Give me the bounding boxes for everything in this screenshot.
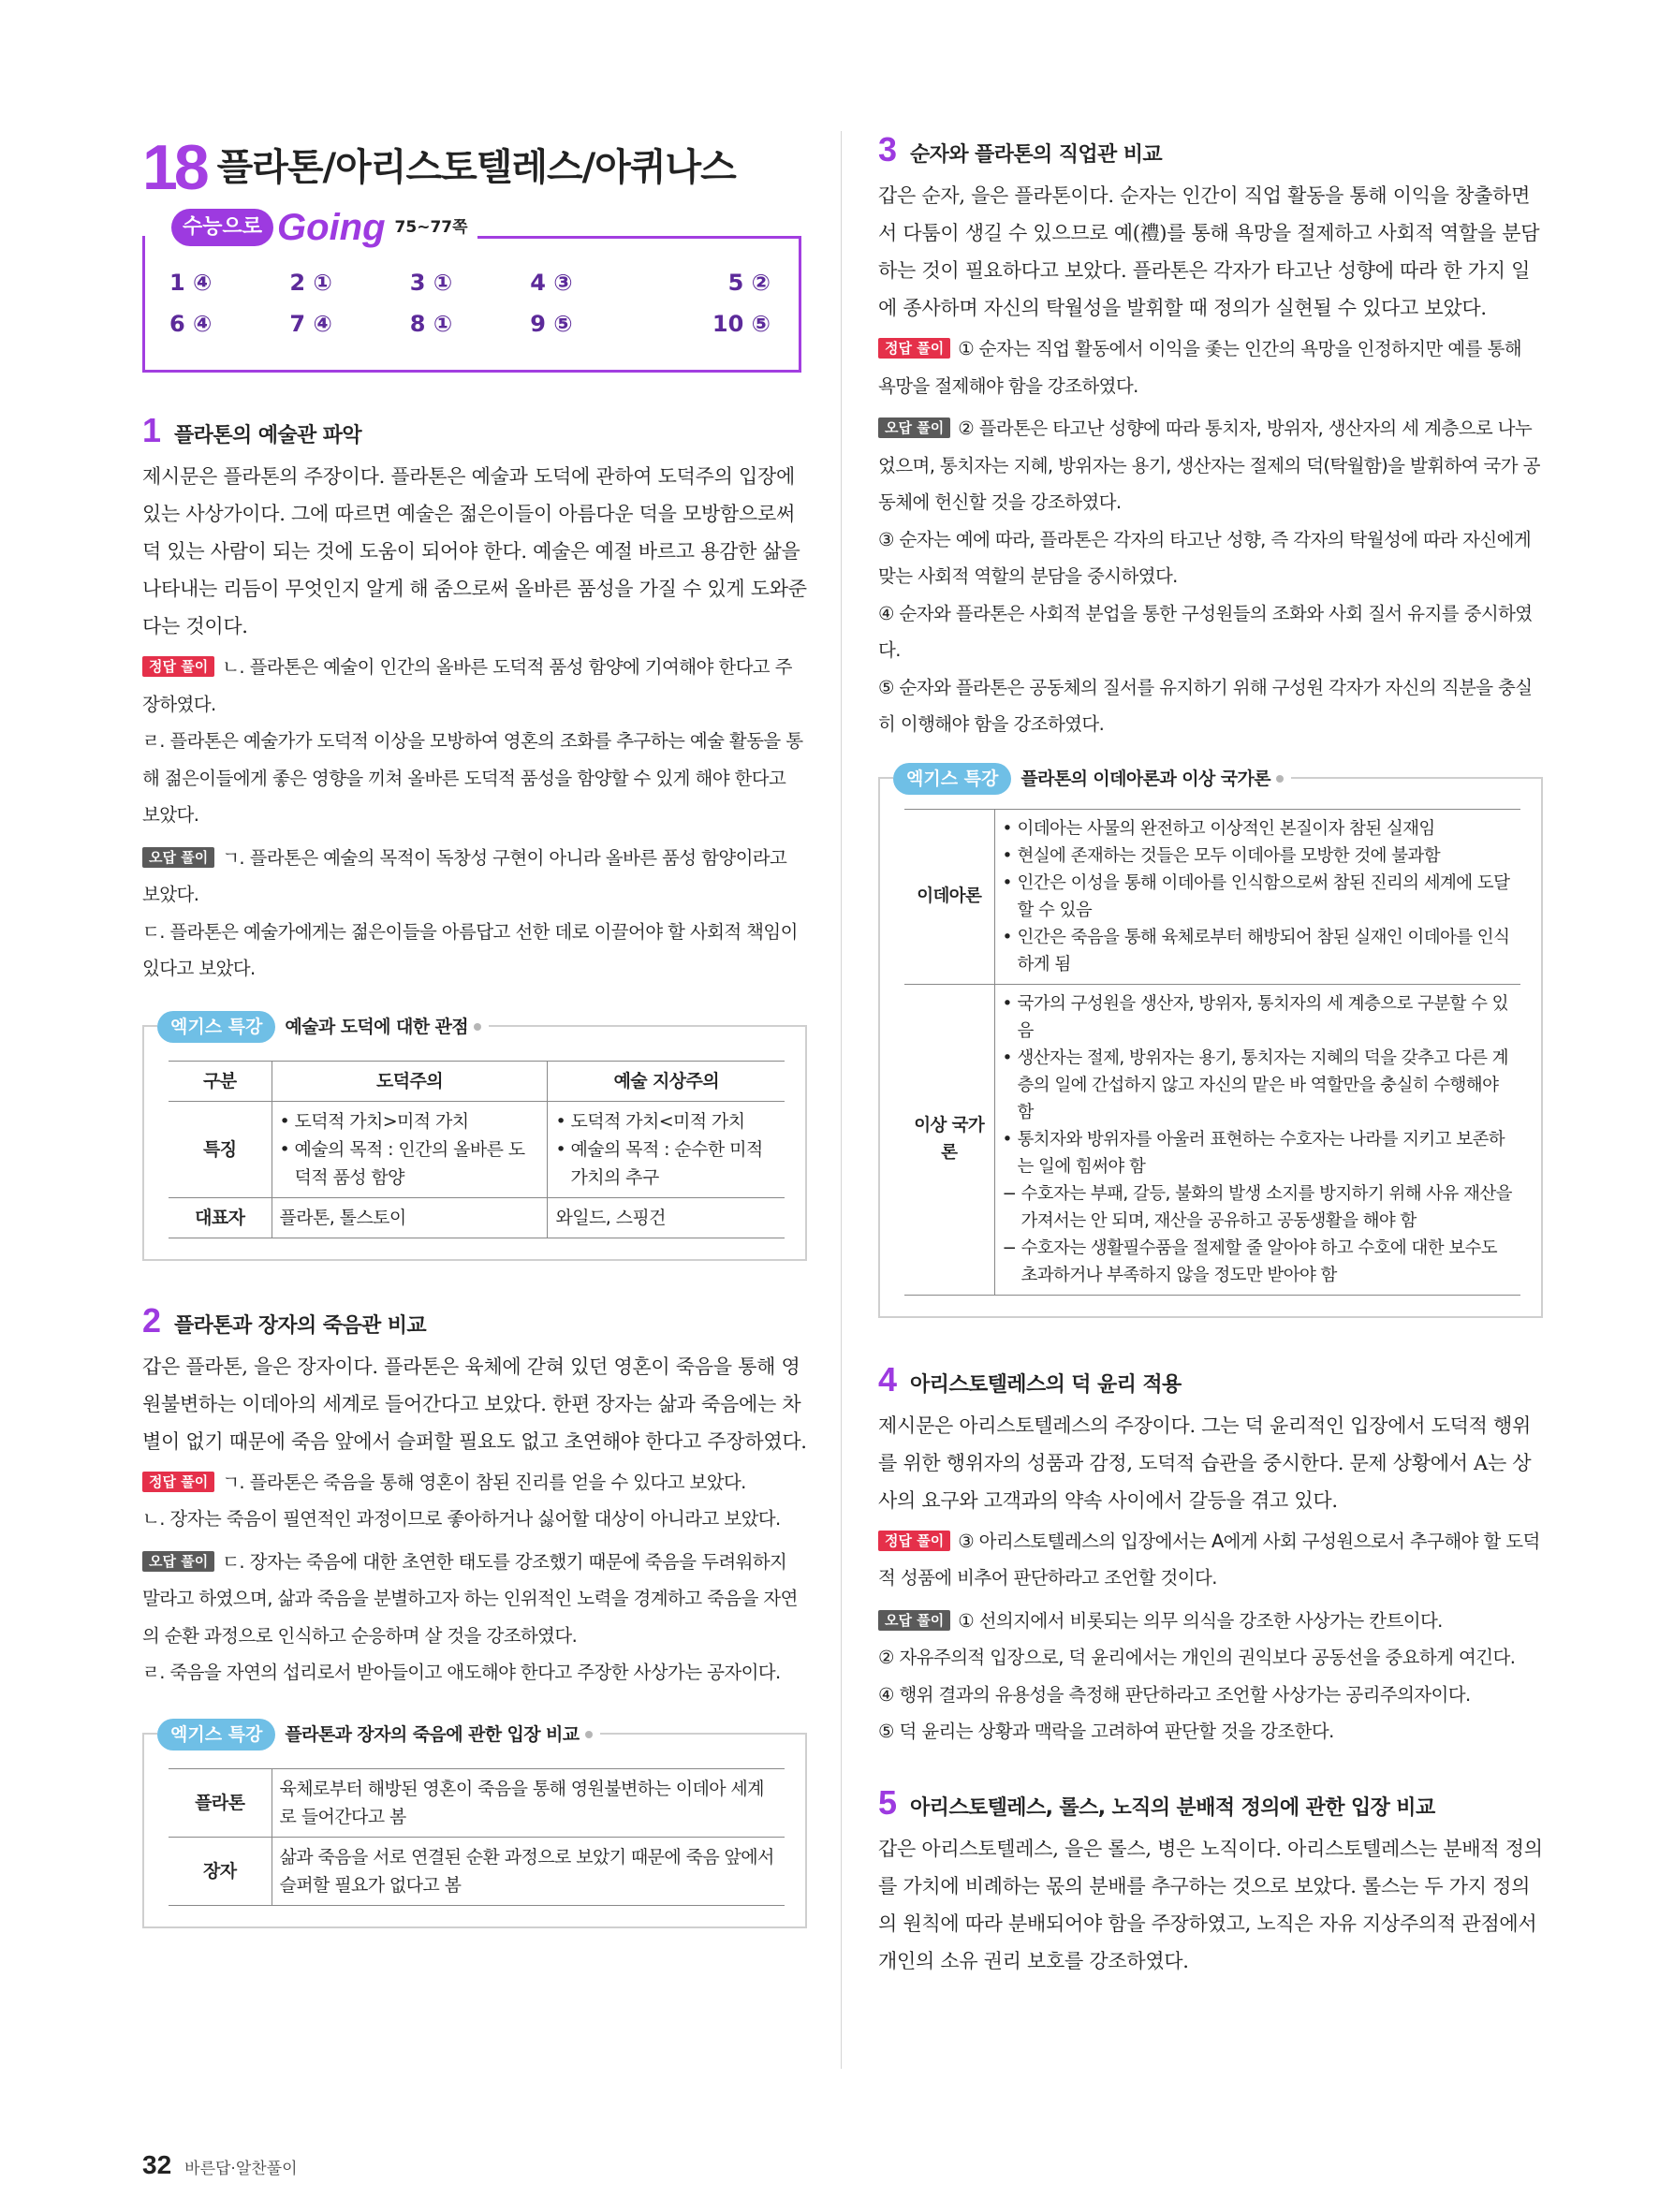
wrong-explanation: ② 자유주의적 입장으로, 덕 윤리에서는 개인의 권익보다 공동선을 중요하게 여긴다. bbox=[878, 1647, 1516, 1668]
section-title: 아리스토텔레스, 롤스, 노직의 분배적 정의에 관한 입장 비교 bbox=[910, 1795, 1435, 1820]
wrong-explanation: 오답 풀이 ㄷ. 장자는 죽음에 대한 초연한 태도를 강조했기 때문에 죽음을 두려워하지 말라고 하였으며, 삶과 죽음을 분별하고자 하는 인위적인 노력을 경계하고 죽음을 자연의 순환 과정으로 인식하고 순응하며 살 것을 강조하였다. bbox=[142, 1550, 798, 1647]
section-title: 플라톤과 장자의 죽음관 비교 bbox=[174, 1313, 427, 1338]
section-1-body: 제시문은 플라톤의 주장이다. 플라톤은 예술과 도덕에 관하여 도덕주의 입장에 있는 사상가이다. 그에 따르면 예술은 젊은이들이 아름다운 덕을 모방함으로써 덕 있는 사람이 되는 것에 도움이 되어야 한다. 예술은 예절 바르고 용감한 삶을 나타내는 리듬이 무엇인지 알게 해 줌으로써 올바른 품성을 가질 수 있게 도와준다는 것이다. bbox=[142, 465, 807, 637]
chapter-header bbox=[142, 131, 807, 204]
left-column bbox=[142, 131, 807, 1928]
row-label: 대표자 bbox=[169, 1197, 272, 1238]
correct-explanation: 정답 풀이 ㄱ. 플라톤은 죽음을 통해 영혼이 참된 진리를 얻을 수 있다고 보았다. bbox=[142, 1464, 807, 1502]
wrong-explanation: ④ 순자와 플라톤은 사회적 분업을 통한 구성원들의 조화와 사회 질서 유지를 중시하였다. bbox=[878, 602, 1533, 661]
section-number: 5 bbox=[878, 1782, 898, 1822]
wrong-explanation: ⑤ 순자와 플라톤은 공동체의 질서를 유지하기 위해 구성원 각자가 자신의 직분을 충실히 이행해야 함을 강조하였다. bbox=[878, 676, 1533, 735]
section-3-header bbox=[878, 131, 1543, 173]
correct-explanation: ㄹ. 플라톤은 예술가가 도덕적 이상을 모방하여 영혼의 조화를 추구하는 예술 활동을 통해 젊은이들에게 좋은 영향을 끼쳐 올바른 도덕적 품성을 함양할 수 있게 해야 한다고 보았다. bbox=[142, 730, 803, 826]
table-cell: • 국가의 구성원을 생산자, 방위자, 통치자의 세 계층으로 구분할 수 있음 bbox=[1003, 990, 1514, 1045]
answer-item: 6 ④ bbox=[169, 311, 213, 337]
answer-box bbox=[142, 206, 801, 373]
row-label: 이데아론 bbox=[904, 809, 994, 984]
section-number: 2 bbox=[142, 1300, 162, 1340]
correct-badge: 정답 풀이 bbox=[142, 1472, 214, 1492]
correct-explanation: 정답 풀이 ① 순자는 직업 활동에서 이익을 좇는 인간의 욕망을 인정하지만 예를 통해 욕망을 절제해야 함을 강조하였다. bbox=[878, 338, 1521, 397]
art-moral-table bbox=[169, 1061, 785, 1238]
table-cell: • 인간은 이성을 통해 이데아를 인식함으로써 참된 진리의 세계에 도달할 수 있음 bbox=[1003, 870, 1514, 924]
chapter-title: 플라톤/아리스토텔레스/아퀴나스 bbox=[216, 146, 736, 189]
extra-title: 예술과 도덕에 대한 관점 bbox=[285, 1016, 468, 1037]
answer-item: 9 ⑤ bbox=[530, 311, 573, 337]
row-label: 특징 bbox=[169, 1101, 272, 1197]
section-3-body: 갑은 순자, 을은 플라톤이다. 순자는 인간이 직업 활동을 통해 이익을 창출하면서 다툼이 생길 수 있으므로 예(禮)를 통해 욕망을 절제하고 사회적 역할을 분담하는 것이 필요하다고 보았다. 플라톤은 각자가 타고난 성향에 따라 한 가지 일에 종사하며 자신의 탁월성을 발휘할 때 정의가 실현될 수 있다고 보았다. bbox=[878, 184, 1540, 319]
extra-box-idea bbox=[878, 768, 1543, 1318]
answer-item: 1 ④ bbox=[169, 270, 213, 296]
answer-item: 3 ① bbox=[409, 270, 453, 296]
section-title: 아리스토텔레스의 덕 윤리 적용 bbox=[910, 1372, 1182, 1397]
answer-item: 7 ④ bbox=[289, 311, 332, 337]
chapter-number: 18 bbox=[142, 132, 206, 203]
answer-item: 2 ① bbox=[289, 270, 332, 296]
section-title: 순자와 플라톤의 직업관 비교 bbox=[910, 143, 1163, 167]
section-title: 플라톤의 예술관 파악 bbox=[174, 424, 362, 447]
going-label bbox=[171, 204, 477, 251]
extra-title: 플라톤과 장자의 죽음에 관한 입장 비교 bbox=[285, 1723, 580, 1745]
wrong-explanation: ㄹ. 죽음을 자연의 섭리로서 받아들이고 애도해야 한다고 주장한 사상가는 공자이다. bbox=[142, 1662, 781, 1683]
table-header: 구분 bbox=[169, 1061, 272, 1101]
table-cell: • 현실에 존재하는 것들은 모두 이데아를 모방한 것에 불과함 bbox=[1003, 842, 1514, 870]
correct-badge: 정답 풀이 bbox=[878, 1531, 950, 1551]
right-column bbox=[878, 131, 1543, 1980]
extra-title: 플라톤의 이데아론과 이상 국가론 bbox=[1020, 768, 1270, 789]
section-5-body: 갑은 아리스토텔레스, 을은 롤스, 병은 노직이다. 아리스토텔레스는 분배적 정의를 가치에 비례하는 몫의 분배를 추구하는 것으로 보았다. 롤스는 두 가지 정의의 원칙에 따라 분배되어야 함을 주장하였고, 노직은 자유 지상주의적 관점에서 개인의 소유 권리 보호를 강조하였다. bbox=[878, 1837, 1543, 1972]
answer-item: 8 ① bbox=[409, 311, 453, 337]
section-4-body: 제시문은 아리스토텔레스의 주장이다. 그는 덕 윤리적인 입장에서 도덕적 행위를 위한 행위자의 성품과 감정, 도덕적 습관을 중시한다. 문제 상황에서 A는 상사의 요구와 고객과의 약속 사이에서 갈등을 겪고 있다. bbox=[878, 1414, 1532, 1512]
extra-box-art-moral bbox=[142, 1016, 807, 1261]
wrong-badge: 오답 풀이 bbox=[142, 847, 214, 868]
extra-tag: 엑기스 특강 bbox=[893, 763, 1011, 795]
table-cell: • 예술의 목적 : 순수한 미적 가치의 추구 bbox=[555, 1135, 777, 1192]
table-header: 예술 지상주의 bbox=[548, 1061, 785, 1101]
death-table bbox=[169, 1768, 785, 1906]
answer-item: 5 ② bbox=[727, 270, 771, 296]
table-cell: 삶과 죽음을 서로 연결된 순환 과정으로 보았기 때문에 죽음 앞에서 슬퍼할 필요가 없다고 봄 bbox=[272, 1837, 785, 1905]
row-label: 플라톤 bbox=[169, 1768, 272, 1837]
row-label: 이상 국가론 bbox=[904, 984, 994, 1295]
correct-badge: 정답 풀이 bbox=[878, 338, 950, 359]
going-pill: 수능으로 bbox=[171, 209, 273, 246]
section-1-header bbox=[142, 412, 807, 454]
footer-text: 바른답·알찬풀이 bbox=[184, 2160, 298, 2178]
answer-item: 4 ③ bbox=[530, 270, 573, 296]
section-number: 4 bbox=[878, 1359, 898, 1399]
correct-explanation: ㄴ. 장자는 죽음이 필연적인 과정이므로 좋아하거나 싫어할 대상이 아니라고 보았다. bbox=[142, 1508, 781, 1530]
table-cell: − 수호자는 생활필수품을 절제할 줄 알아야 하고 수호에 대한 보수도 초과하거나 부족하지 않을 정도만 받아야 함 bbox=[1003, 1235, 1514, 1289]
wrong-badge: 오답 풀이 bbox=[142, 1551, 214, 1572]
table-header: 도덕주의 bbox=[272, 1061, 548, 1101]
section-number: 3 bbox=[878, 130, 898, 168]
page-number: 32 bbox=[142, 2150, 172, 2179]
extra-tag: 엑기스 특강 bbox=[157, 1719, 275, 1751]
wrong-explanation: ㄷ. 플라톤은 예술가에게는 젊은이들을 아름답고 선한 데로 이끌어야 할 사회적 책임이 있다고 보았다. bbox=[142, 920, 798, 979]
table-cell: 와일드, 스핑건 bbox=[548, 1197, 785, 1238]
column-divider bbox=[841, 131, 842, 2069]
table-cell: 플라톤, 톨스토이 bbox=[272, 1197, 548, 1238]
answer-grid bbox=[169, 266, 771, 341]
table-cell: • 인간은 죽음을 통해 육체로부터 해방되어 참된 실재인 이데아를 인식하게 됨 bbox=[1003, 924, 1514, 978]
extra-box-death bbox=[142, 1723, 807, 1928]
going-word: Going bbox=[277, 206, 386, 248]
idea-table bbox=[904, 809, 1520, 1296]
wrong-explanation: ⑤ 덕 윤리는 상황과 맥락을 고려하여 판단할 것을 강조한다. bbox=[878, 1721, 1334, 1742]
table-cell: • 예술의 목적 : 인간의 올바른 도덕적 품성 함양 bbox=[280, 1135, 540, 1192]
wrong-explanation: 오답 풀이 ① 선의지에서 비롯되는 의무 의식을 강조한 사상가는 칸트이다. bbox=[878, 1603, 1543, 1640]
wrong-explanation: 오답 풀이 ㄱ. 플라톤은 예술의 목적이 독창성 구현이 아니라 올바른 품성 함양이라고 보았다. bbox=[142, 846, 787, 905]
row-label: 장자 bbox=[169, 1837, 272, 1905]
section-5-header bbox=[878, 1784, 1543, 1826]
section-2-body: 갑은 플라톤, 을은 장자이다. 플라톤은 육체에 갇혀 있던 영혼이 죽음을 통해 영원불변하는 이데아의 세계로 들어간다고 보았다. 한편 장자는 삶과 죽음에는 차별이 없기 때문에 죽음 앞에서 슬퍼할 필요도 없고 초연해야 한다고 주장하였다. bbox=[142, 1355, 807, 1453]
wrong-explanation: ④ 행위 결과의 유용성을 측정해 판단하라고 조언할 사상가는 공리주의자이다. bbox=[878, 1683, 1471, 1706]
section-4-header bbox=[878, 1361, 1543, 1403]
correct-badge: 정답 풀이 bbox=[142, 656, 214, 677]
table-cell: • 생산자는 절제, 방위자는 용기, 통치자는 지혜의 덕을 갖추고 다른 계층의 일에 간섭하지 않고 자신의 맡은 바 역할만을 충실히 수행해야 함 bbox=[1003, 1045, 1514, 1126]
table-cell: 육체로부터 해방된 영혼이 죽음을 통해 영원불변하는 이데아 세계로 들어간다고 봄 bbox=[272, 1768, 785, 1837]
table-cell: − 수호자는 부패, 갈등, 불화의 발생 소지를 방지하기 위해 사유 재산을 가져서는 안 되며, 재산을 공유하고 공동생활을 해야 함 bbox=[1003, 1180, 1514, 1235]
wrong-badge: 오답 풀이 bbox=[878, 417, 950, 438]
table-cell: • 이데아는 사물의 완전하고 이상적인 본질이자 참된 실재임 bbox=[1003, 815, 1514, 842]
section-number: 1 bbox=[142, 411, 162, 449]
section-2-header bbox=[142, 1302, 807, 1344]
extra-tag: 엑기스 특강 bbox=[157, 1011, 275, 1043]
wrong-explanation: ③ 순자는 예에 따라, 플라톤은 각자의 타고난 성향, 즉 각자의 탁월성에 따라 자신에게 맞는 사회적 역할의 분담을 중시하였다. bbox=[878, 528, 1532, 587]
correct-explanation: 정답 풀이 ③ 아리스토텔레스의 입장에서는 A에게 사회 구성원으로서 추구해야 할 도덕적 성품에 비추어 판단하라고 조언할 것이다. bbox=[878, 1530, 1540, 1589]
going-pages: 75~77쪽 bbox=[394, 217, 468, 237]
wrong-badge: 오답 풀이 bbox=[878, 1610, 950, 1631]
page-footer bbox=[142, 2146, 298, 2188]
table-cell: • 도덕적 가치>미적 가치 bbox=[280, 1107, 540, 1135]
answer-item: 10 ⑤ bbox=[712, 311, 771, 337]
table-cell: • 도덕적 가치<미적 가치 bbox=[555, 1107, 777, 1135]
wrong-explanation: 오답 풀이 ② 플라톤은 타고난 성향에 따라 통치자, 방위자, 생산자의 세 계층으로 나누었으며, 통치자는 지혜, 방위자는 용기, 생산자는 절제의 덕(탁월함)을 발휘하여 국가 공동체에 헌신할 것을 강조하였다. bbox=[878, 417, 1540, 513]
table-cell: • 통치자와 방위자를 아울러 표현하는 수호자는 나라를 지키고 보존하는 일에 힘써야 함 bbox=[1003, 1126, 1514, 1180]
correct-explanation: 정답 풀이 ㄴ. 플라톤은 예술이 인간의 올바른 도덕적 품성 함양에 기여해야 한다고 주장하였다. bbox=[142, 656, 792, 715]
